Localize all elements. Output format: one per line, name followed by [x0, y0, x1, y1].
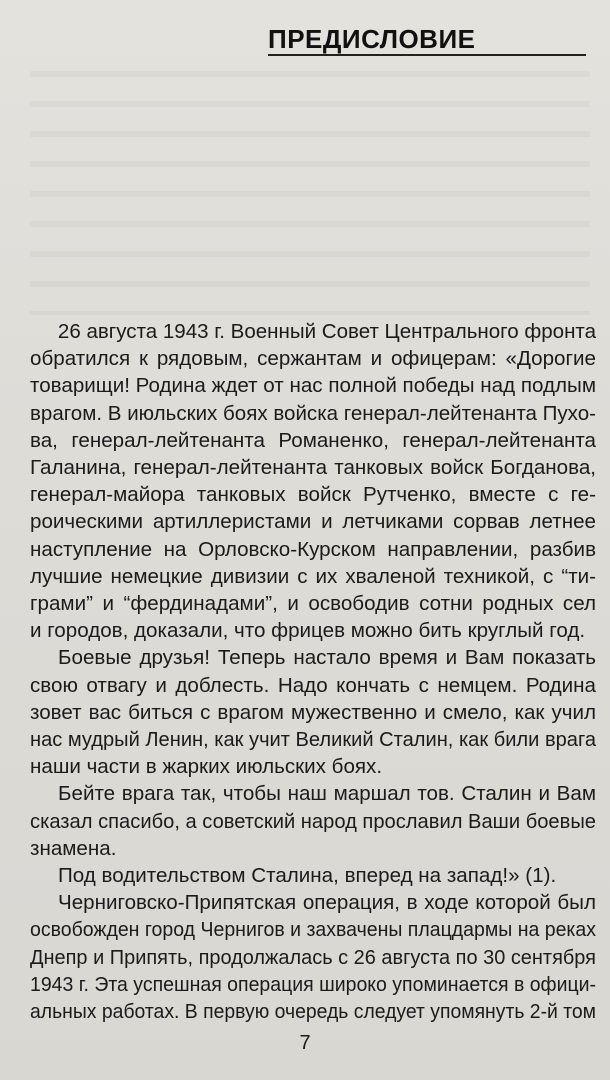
text-line: врагом. В июльских боях войска генерал-лейтенанта Пухо-: [30, 401, 597, 425]
text-line: наши части в жарких июльских боях.: [30, 755, 383, 779]
text-line: грами” и “фердинадами”, и освободив сотни родных сел: [30, 592, 596, 616]
text-line: альных работах. В первую очередь следует упомянуть 2-й том: [30, 1000, 597, 1024]
paragraph: [30, 644, 596, 780]
text-line: и городов, доказали, что фрицев можно бить круглый год.: [30, 619, 586, 643]
text-line: Галанина, генерал-лейтенанта танковых войск Богданова,: [30, 456, 597, 480]
text-line: Днепр и Припять, продолжалась с 26 августа по 30 сентября: [30, 945, 596, 969]
text-line: нас мудрый Ленин, как учит Великий Сталин, как били врага: [30, 728, 597, 752]
paragraph: [30, 780, 596, 862]
text-line: Боевые друзья! Теперь настало время и Вам показать: [58, 646, 596, 670]
text-line: наступление на Орловско-Курском направлении, разбив: [30, 537, 597, 561]
chapter-title: ПРЕДИСЛОВИЕ: [268, 24, 476, 54]
body-text: [30, 318, 596, 1025]
bleed-through-texture: [30, 55, 590, 315]
text-line: свою отвагу и доблесть. Надо кончать с немцем. Родина: [30, 673, 597, 697]
text-line: лучшие немецкие дивизии с их хваленой техникой, с “ти-: [30, 564, 596, 588]
text-line: освобожден город Чернигов и захвачены плацдармы на реках: [30, 918, 597, 942]
text-line: Черниговско-Припятская операция, в ходе которой был: [58, 891, 596, 915]
text-line: обратился к рядовым, сержантам и офицерам: «Дорогие: [30, 347, 596, 371]
text-line: знамена.: [30, 836, 117, 860]
paragraph: [30, 862, 596, 889]
text-line: Бейте врага так, чтобы наш маршал тов. Сталин и Вам: [58, 782, 596, 806]
text-line: 1943 г. Эта успешная операция широко упоминается в офици-: [30, 972, 597, 996]
text-line: генерал-майора танковых войск Рутченко, вместе с ге-: [30, 483, 596, 507]
text-line: зовет вас биться с врагом мужественно и смело, как учил: [30, 700, 596, 724]
text-line: 26 августа 1943 г. Военный Совет Центрального фронта: [57, 320, 596, 343]
paragraph: [30, 318, 596, 644]
text-line: Под водительством Сталина, вперед на запад!» (1).: [58, 864, 557, 888]
text-line: ва, генерал-лейтенанта Романенко, генерал-лейтенанта: [30, 428, 596, 452]
title-underline: [268, 54, 586, 56]
page-number: 7: [299, 1032, 311, 1054]
paragraph: [30, 889, 596, 1025]
text-line: сказал спасибо, а советский народ прославил Ваши боевые: [30, 809, 597, 833]
text-line: роическими артиллеристами и летчиками сорвав летнее: [30, 510, 596, 534]
text-line: товарищи! Родина ждет от нас полной победы над подлым: [30, 374, 596, 398]
